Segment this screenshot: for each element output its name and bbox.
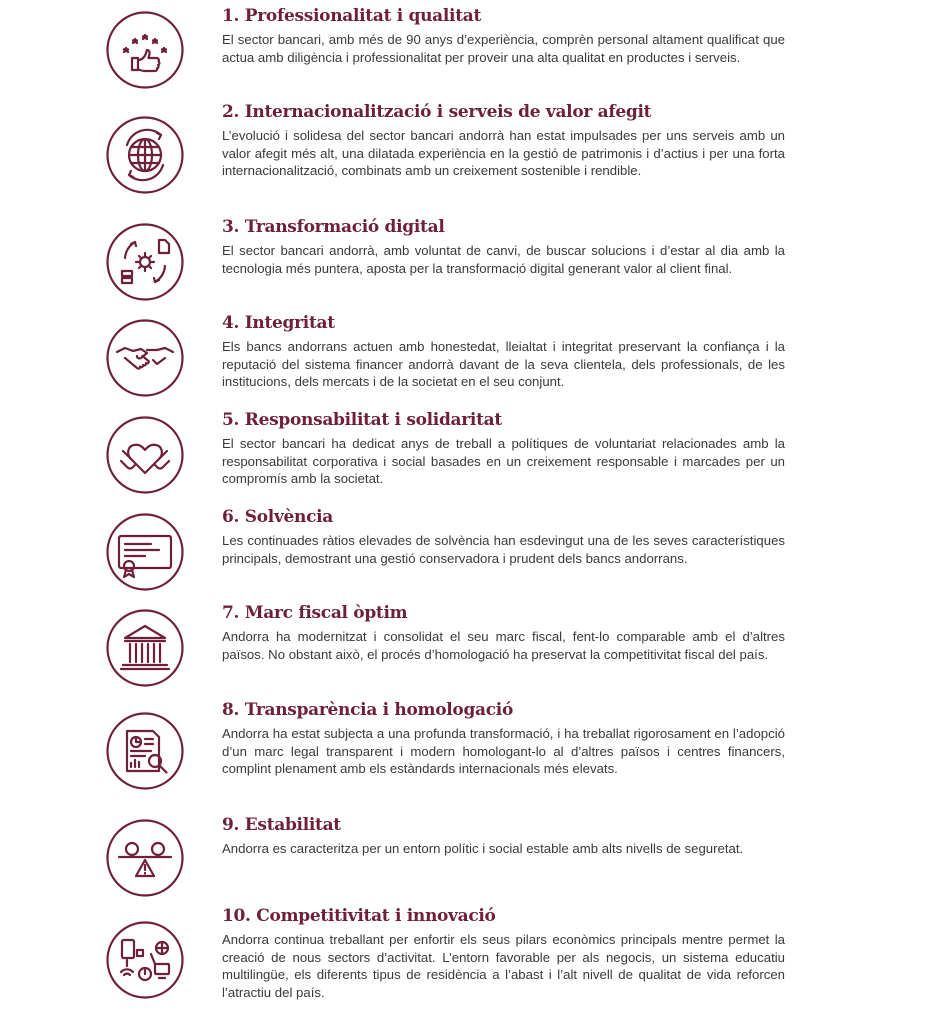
pillar-description: Andorra es caracteritza per un entorn polític i social estable amb alts nivells de seguretat. bbox=[222, 841, 744, 856]
digital-transformation-icon bbox=[105, 222, 185, 302]
pillar-title: 3. Transformació digital bbox=[222, 217, 445, 237]
bank-building-icon bbox=[105, 608, 185, 688]
globe-arrows-icon bbox=[105, 115, 185, 195]
pillar-description: Els bancs andorrans actuen amb honestedat, lleialtat i integritat preservant la confiança i la reputació del sistema financer andorrà davant de la seva clientela, dels professionals, de les institucions, dels mercats i de la societat en el seu conjunt. bbox=[222, 339, 785, 389]
pillar-description: El sector bancari ha dedicat anys de treball a polítiques de voluntariat relacionades amb la responsabilitat corporativa i social basades en un creixement responsable i marcades per un compromís amb la societat. bbox=[222, 436, 785, 486]
pillar-title: 5. Responsabilitat i solidaritat bbox=[222, 410, 502, 430]
pillar-title: 4. Integritat bbox=[222, 313, 335, 333]
pillar-title: 10. Competitivitat i innovació bbox=[222, 906, 496, 926]
pillar-title: 6. Solvència bbox=[222, 507, 334, 527]
pillar-description: Andorra continua treballant per enfortir els seus pilars econòmics principals mentre permet la creació de nous sectors d’activitat. L’entorn favorable per als negocis, un sistema educatiu multilingüe, els diferents tipus de residència a l’abast i l’alt nivell de qualitat de vida reforcen l’atractiu del país. bbox=[222, 932, 785, 1000]
handshake-icon bbox=[105, 318, 185, 398]
hands-heart-icon bbox=[105, 415, 185, 495]
pillar-description: El sector bancari, amb més de 90 anys d’experiència, comprèn personal altament qualificat que actua amb diligència i professionalitat per proveir una alta qualitat en productes i serveis. bbox=[222, 32, 785, 65]
report-magnifier-icon bbox=[105, 711, 185, 791]
pillar-title: 1. Professionalitat i qualitat bbox=[222, 6, 482, 26]
pillar-description: Andorra ha modernitzat i consolidat el seu marc fiscal, fent-lo comparable amb el d’altres països. No obstant això, el procés d’homologació ha preservat la competitivitat fiscal del país. bbox=[222, 629, 785, 662]
thumbs-up-stars-icon bbox=[105, 10, 185, 90]
pillar-description: Les continuades ràtios elevades de solvència han esdevingut una de les seves característiques principals, demostrant una gestió conservadora i prudent dels bancs andorrans. bbox=[222, 533, 785, 566]
pillar-title: 8. Transparència i homologació bbox=[222, 700, 514, 720]
pillar-description: El sector bancari andorrà, amb voluntat de canvi, de buscar solucions i d’estar al dia amb la tecnologia més puntera, aposta per la transformació digital generant valor al client final. bbox=[222, 243, 785, 276]
pillar-description: Andorra ha estat subjecta a una profunda transformació, i ha treballat rigorosament en l’adopció d’un marc legal transparent i modern homologant-lo al d’altres països i centres financers, complint plenament amb els estàndards internacionals més elevats. bbox=[222, 726, 785, 776]
pillar-title: 9. Estabilitat bbox=[222, 815, 341, 835]
pillar-title: 7. Marc fiscal òptim bbox=[222, 603, 408, 623]
innovation-devices-icon bbox=[105, 920, 185, 1000]
pillar-description: L’evolució i solidesa del sector bancari andorrà han estat impulsades per uns serveis amb un valor afegit més alt, una dilatada experiència en la gestió de patrimonis i d’actius i per una forta internacionalització, combinats amb un creixement sostenible i rendible. bbox=[222, 128, 785, 178]
balance-icon bbox=[105, 818, 185, 898]
pillar-title: 2. Internacionalització i serveis de valor afegit bbox=[222, 102, 652, 122]
certificate-icon bbox=[105, 512, 185, 592]
